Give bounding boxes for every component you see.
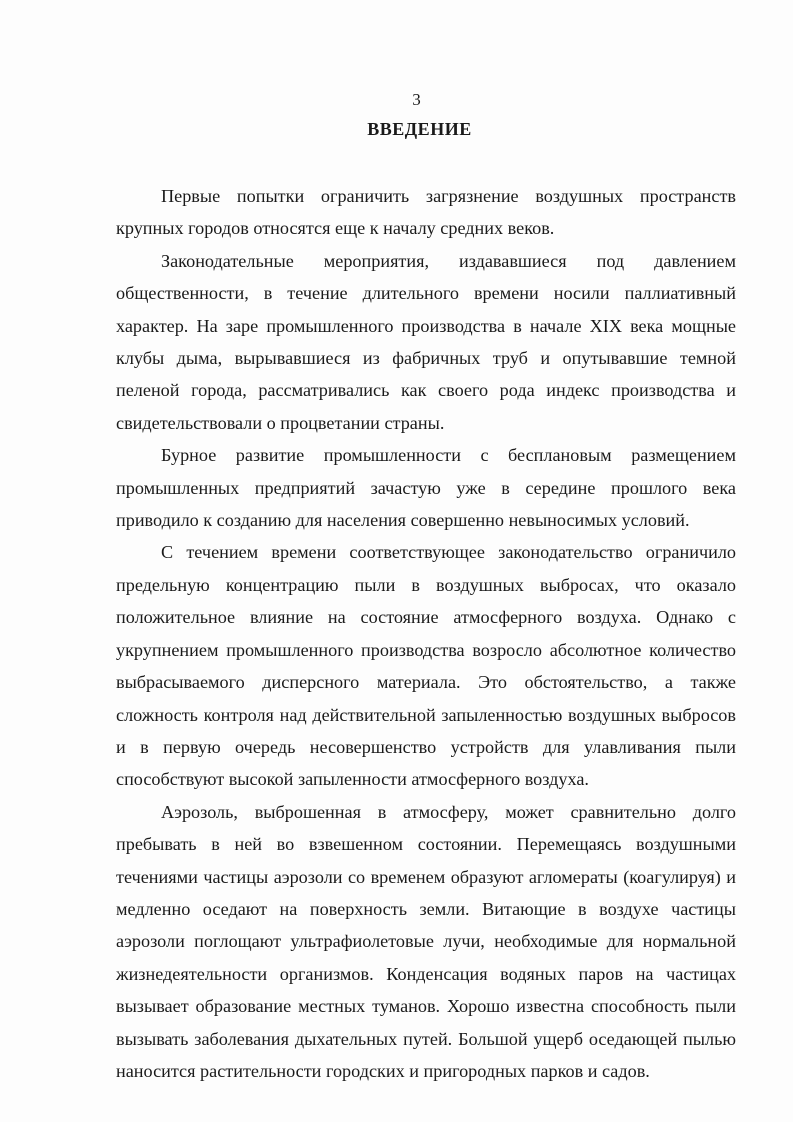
- paragraph-4: С течением времени соответствующее законодательство ограничило предельную концентрацию пыли в воздушных выбросах, что оказало положительное влияние на состояние атмосферного воздуха. Однако с укрупнением промышленного производства возросло абсолютное количество выбрасываемого дисперсного материала. Это обстоятельство, а также сложность контроля над действительной запыленностью воздушных выбросов и в первую очередь несовершенство устройств для улавливания пыли способствуют высокой запыленности атмосферного воздуха.: [116, 542, 736, 790]
- section-heading: ВВЕДЕНИЕ: [367, 119, 472, 139]
- paragraph-2: Законодательные мероприятия, издававшиеся под давлением общественности, в течение длительного времени носили паллиативный характер. На заре промышленного производства в начале XIX века мощные клубы дыма, вырывавшиеся из фабричных труб и опутывавшие темной пеленой города, рассматривались как своего рода индекс производства и свидетельствовали о процветании страны.: [116, 250, 736, 433]
- page-number: 3: [412, 90, 421, 109]
- body-text: [116, 180, 736, 1087]
- paragraph-5: Аэрозоль, выброшенная в атмосферу, может сравнительно долго пребывать в ней во взвешенном состоянии. Перемещаясь воздушными течениями частицы аэрозоли со временем образуют агломераты (коагулируя) и медленно оседают на поверхность земли. Витающие в воздухе частицы аэрозоли поглощают ультрафиолетовые лучи, необходимые для нормальной жизнедеятельности организмов. Конденсация водяных паров на частицах вызывает образование местных туманов. Хорошо известна способность пыли вызывать заболевания дыхательных путей. Большой ущерб оседающей пылью наносится растительности городских и пригородных парков и садов.: [116, 801, 736, 1081]
- paragraph-3: Бурное развитие промышленности с бесплановым размещением промышленных предприятий зачастую уже в середине прошлого века приводило к созданию для населения совершенно невыносимых условий.: [116, 445, 736, 531]
- paragraph-1: Первые попытки ограничить загрязнение воздушных пространств крупных городов относятся еще к началу средних веков.: [116, 186, 736, 239]
